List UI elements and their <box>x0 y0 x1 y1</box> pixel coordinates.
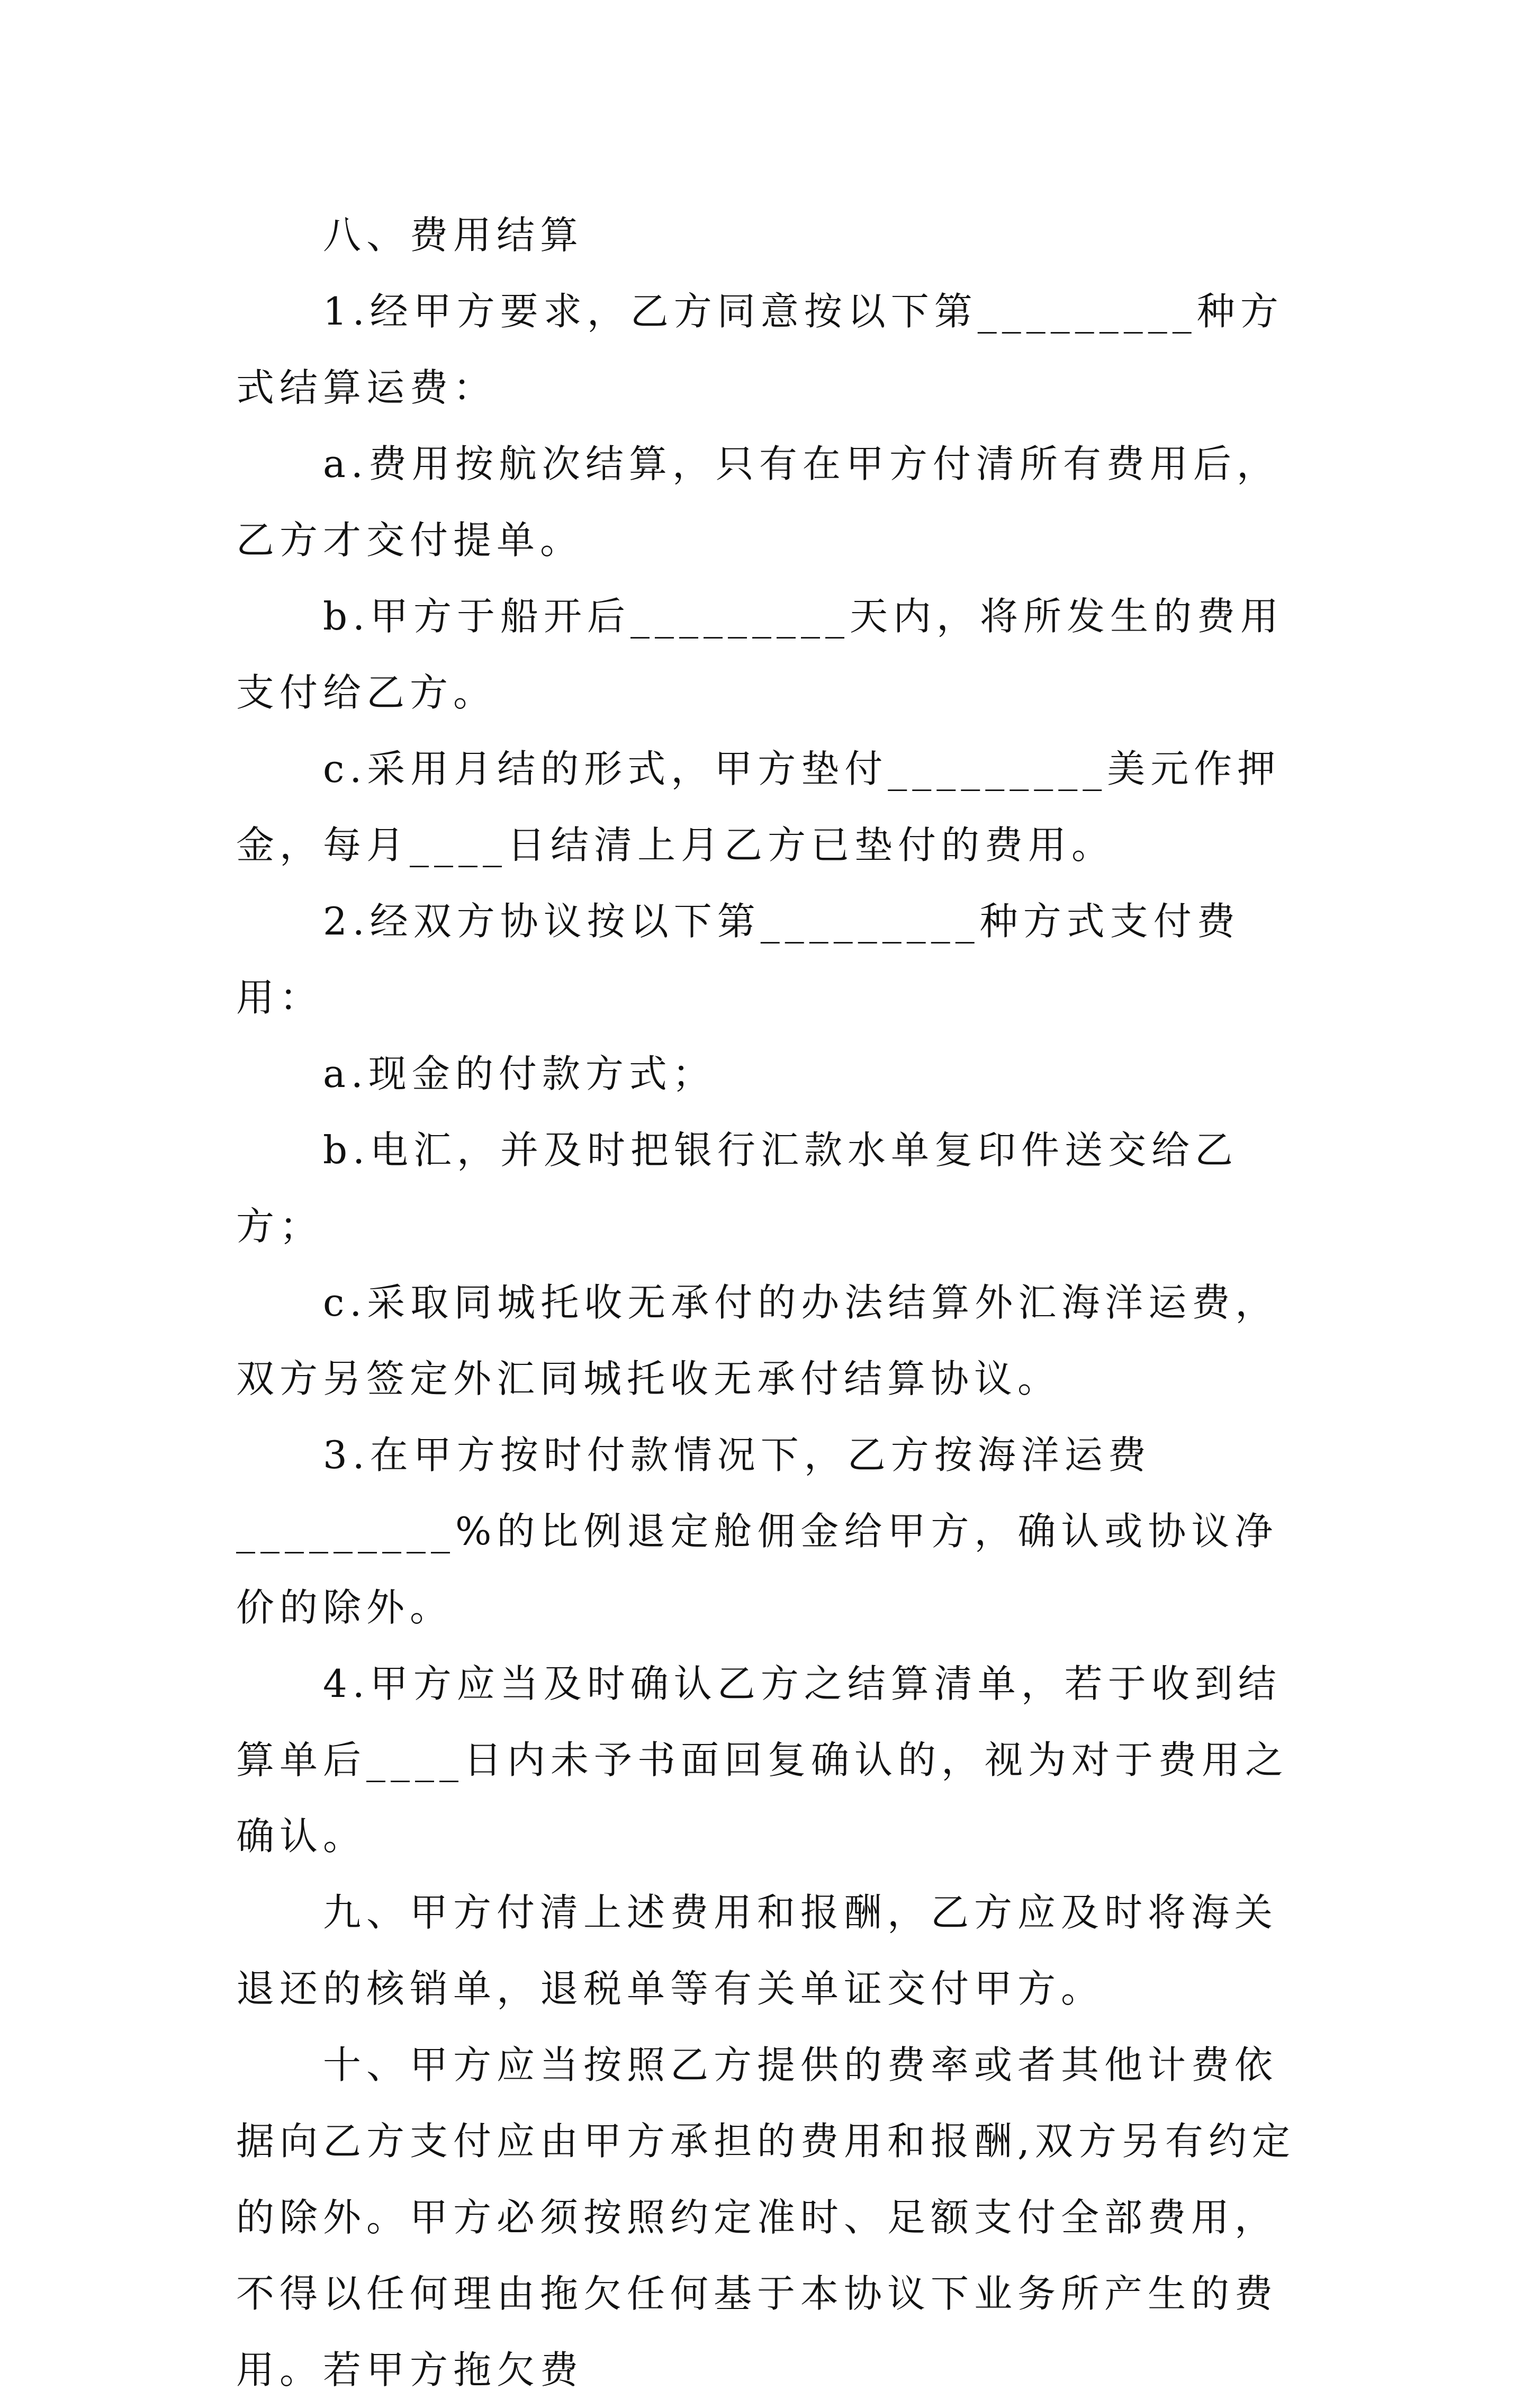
clause-8-4: 4.甲方应当及时确认乙方之结算清单，若于收到结算单后____日内未予书面回复确认的，视为对于费用之确认。 <box>236 1661 1289 1858</box>
clause-8-3: 3.在甲方按时付款情况下，乙方按海洋运费_________%的比例退定舱佣金给甲方，确认或协议净价的除外。 <box>236 1433 1278 1630</box>
clause-8-2-b: b.电汇，并及时把银行汇款水单复印件送交给乙方； <box>236 1128 1238 1248</box>
clause-8-1-b: b.甲方于船开后_________天内，将所发生的费用支付给乙方。 <box>236 594 1284 715</box>
clause-8-1-c: c.采用月结的形式，甲方垫付_________美元作押金，每月____日结清上月乙方已垫付的费用。 <box>236 747 1281 867</box>
section-heading-8: 八、费用结算 <box>323 213 584 257</box>
clause-8-2-c: c.采取同城托收无承付的办法结算外汇海洋运费，双方另签定外汇同城托收无承付结算协议。 <box>236 1280 1279 1401</box>
clause-8-1: 1.经甲方要求，乙方同意按以下第_________种方式结算运费： <box>236 289 1284 410</box>
section-10: 十、甲方应当按照乙方提供的费率或者其他计费依据向乙方支付应由甲方承担的费用和报酬,双方另有约定的除外。甲方必须按照约定准时、足额支付全部费用，不得以任何理由拖欠任何基于本协议下业务所产生的费用。若甲方拖欠费 <box>236 2043 1295 2392</box>
document-body <box>236 197 1313 2408</box>
clause-8-2-a: a.现金的付款方式； <box>323 1052 716 1096</box>
clause-8-1-a: a.费用按航次结算，只有在甲方付清所有费用后，乙方才交付提单。 <box>236 442 1280 562</box>
clause-8-2: 2.经双方协议按以下第_________种方式支付费用： <box>236 899 1240 1020</box>
section-9: 九、甲方付清上述费用和报酬，乙方应及时将海关退还的核销单，退税单等有关单证交付甲方。 <box>236 1890 1278 2011</box>
